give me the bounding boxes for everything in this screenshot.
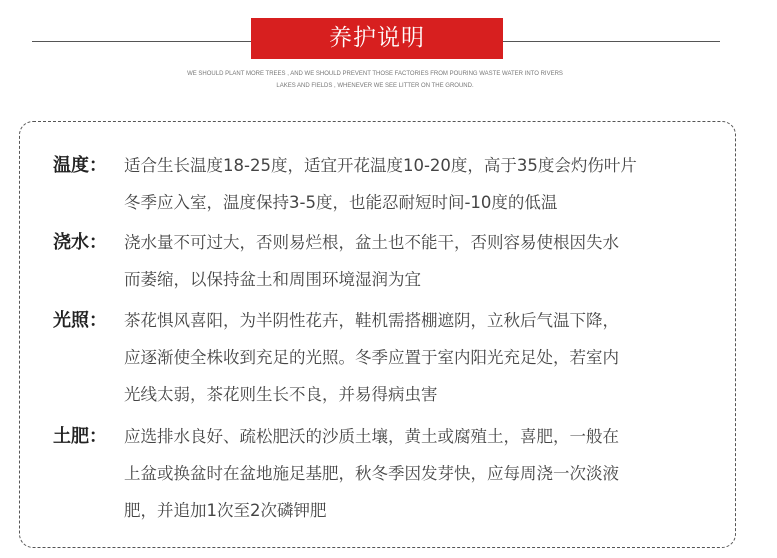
light-line: 光线太弱，茶花则生长不良，并易得病虫害 (124, 385, 438, 404)
soil-label: 土肥： (53, 426, 107, 447)
subtitle-line-1: WE SHOULD PLANT MORE TREES , AND WE SHOULD PREVENT THOSE FACTORIES FROM POURING WASTE WATER INTO RIVERS (187, 71, 563, 77)
light-line: 应逐渐使全株收到充足的光照。冬季应置于室内阳光充足处，若室内 (124, 348, 619, 367)
watering-line: 浇水量不可过大，否则易烂根，盆土也不能干，否则容易使根因失水 (124, 233, 619, 252)
temperature-text (124, 147, 709, 221)
soil-line: 应选排水良好、疏松肥沃的沙质土壤，黄土或腐殖土，喜肥，一般在 (124, 427, 619, 446)
soil-line: 上盆或换盆时在盆地施足基肥，秋冬季因发芽快，应每周浇一次淡液 (124, 464, 619, 483)
soil-text (124, 418, 709, 529)
soil-line: 肥，并追加1次至2次磷钾肥 (124, 501, 327, 520)
subtitle-line-2: LAKES AND FIELDS , WHENEVER WE SEE LITTER ON THE GROUND. (276, 83, 474, 89)
watering-text (124, 224, 709, 298)
watering-label: 浇水： (53, 232, 107, 253)
light-line: 茶花惧风喜阳，为半阴性花卉，鞋机需搭棚遮阴，立秋后气温下降， (124, 311, 619, 330)
light-label: 光照： (53, 310, 107, 331)
temperature-line: 适合生长温度18-25度，适宜开花温度10-20度，高于35度会灼伤叶片 (124, 156, 637, 175)
watering-line: 而萎缩，以保持盆土和周围环境湿润为宜 (124, 270, 421, 289)
light-text (124, 302, 709, 413)
temperature-line: 冬季应入室，温度保持3-5度，也能忍耐短时间-10度的低温 (124, 193, 558, 212)
page-title: 养护说明 (251, 18, 503, 59)
temperature-label: 温度： (53, 155, 107, 176)
